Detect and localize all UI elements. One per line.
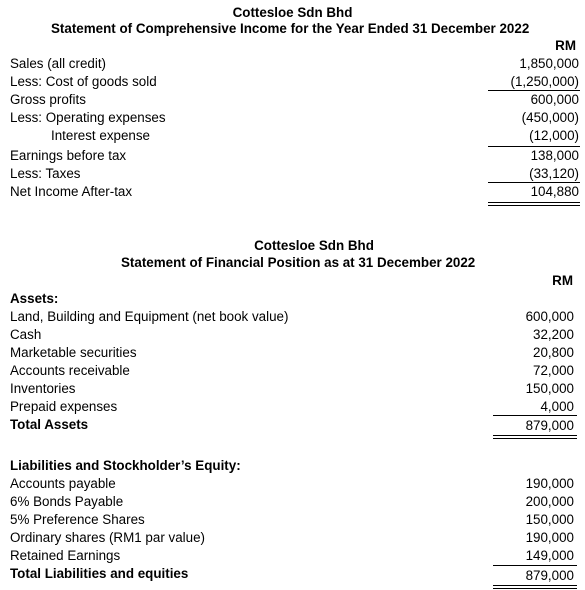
- asset-row-label: Land, Building and Equipment (net book value): [10, 309, 289, 324]
- asset-row-label: Inventories: [10, 381, 76, 396]
- asset-row-value: 32,200: [533, 327, 574, 342]
- liability-row-label: Retained Earnings: [10, 548, 121, 563]
- liability-row-value: 150,000: [525, 512, 574, 527]
- income-row-label: Sales (all credit): [10, 56, 106, 71]
- subtotal-rule: [493, 415, 577, 416]
- balance-statement-title: Statement of Financial Position as at 31 December 2022: [121, 255, 476, 270]
- income-row-value: (450,000): [521, 110, 579, 125]
- income-row-label: Less: Operating expenses: [10, 110, 166, 125]
- total-rule: [488, 205, 580, 206]
- liability-row-label: Accounts payable: [10, 476, 116, 491]
- income-row-label: Less: Cost of goods sold: [10, 74, 157, 89]
- income-row-value: 104,880: [530, 184, 579, 199]
- subtotal-rule: [493, 565, 577, 566]
- income-row-value: 138,000: [530, 148, 579, 163]
- total-rule: [493, 435, 577, 436]
- income-row-label: Earnings before tax: [10, 148, 127, 163]
- subtotal-rule: [488, 182, 580, 183]
- subtotal-rule: [488, 146, 580, 147]
- liability-row-value: 190,000: [525, 476, 574, 491]
- asset-row-value: 150,000: [525, 381, 574, 396]
- income-row-value: (33,120): [529, 166, 579, 181]
- balance-currency-header: RM: [552, 273, 573, 288]
- asset-row-label: Marketable securities: [10, 345, 137, 360]
- subtotal-rule: [488, 90, 580, 91]
- income-row-value: (1,250,000): [510, 74, 579, 89]
- asset-row-value: 4,000: [540, 399, 574, 414]
- income-currency-header: RM: [555, 38, 576, 53]
- total-liabilities-value: 879,000: [525, 568, 574, 583]
- total-rule: [493, 438, 577, 439]
- asset-row-label: Accounts receivable: [10, 363, 130, 378]
- total-rule: [493, 588, 577, 589]
- total-rule: [493, 585, 577, 586]
- liability-row-label: Ordinary shares (RM1 par value): [10, 530, 205, 545]
- liability-row-label: 6% Bonds Payable: [10, 494, 124, 509]
- total-liabilities-label: Total Liabilities and equities: [10, 566, 189, 581]
- income-row-label: Interest expense: [51, 128, 151, 143]
- assets-heading: Assets:: [10, 291, 59, 306]
- total-rule: [488, 202, 580, 203]
- asset-row-label: Prepaid expenses: [10, 399, 118, 414]
- income-row-label: Gross profits: [10, 92, 86, 107]
- liability-row-value: 200,000: [525, 494, 574, 509]
- income-statement-title: Statement of Comprehensive Income for the Year Ended 31 December 2022: [51, 21, 530, 36]
- liabilities-heading: Liabilities and Stockholder’s Equity:: [10, 458, 241, 473]
- asset-row-value: 600,000: [525, 309, 574, 324]
- balance-company-name: Cottesloe Sdn Bhd: [254, 238, 374, 253]
- income-row-value: 1,850,000: [519, 56, 579, 71]
- asset-row-value: 20,800: [533, 345, 574, 360]
- liability-row-label: 5% Preference Shares: [10, 512, 145, 527]
- income-row-label: Net Income After-tax: [10, 184, 133, 199]
- income-row-value: 600,000: [530, 92, 579, 107]
- liability-row-value: 190,000: [525, 530, 574, 545]
- asset-row-label: Cash: [10, 327, 42, 342]
- income-row-value: (12,000): [529, 128, 579, 143]
- income-company-name: Cottesloe Sdn Bhd: [232, 5, 353, 20]
- total-assets-label: Total Assets: [10, 417, 89, 432]
- asset-row-value: 72,000: [533, 363, 574, 378]
- total-assets-value: 879,000: [525, 418, 574, 433]
- liability-row-value: 149,000: [525, 548, 574, 563]
- income-row-label: Less: Taxes: [10, 166, 81, 181]
